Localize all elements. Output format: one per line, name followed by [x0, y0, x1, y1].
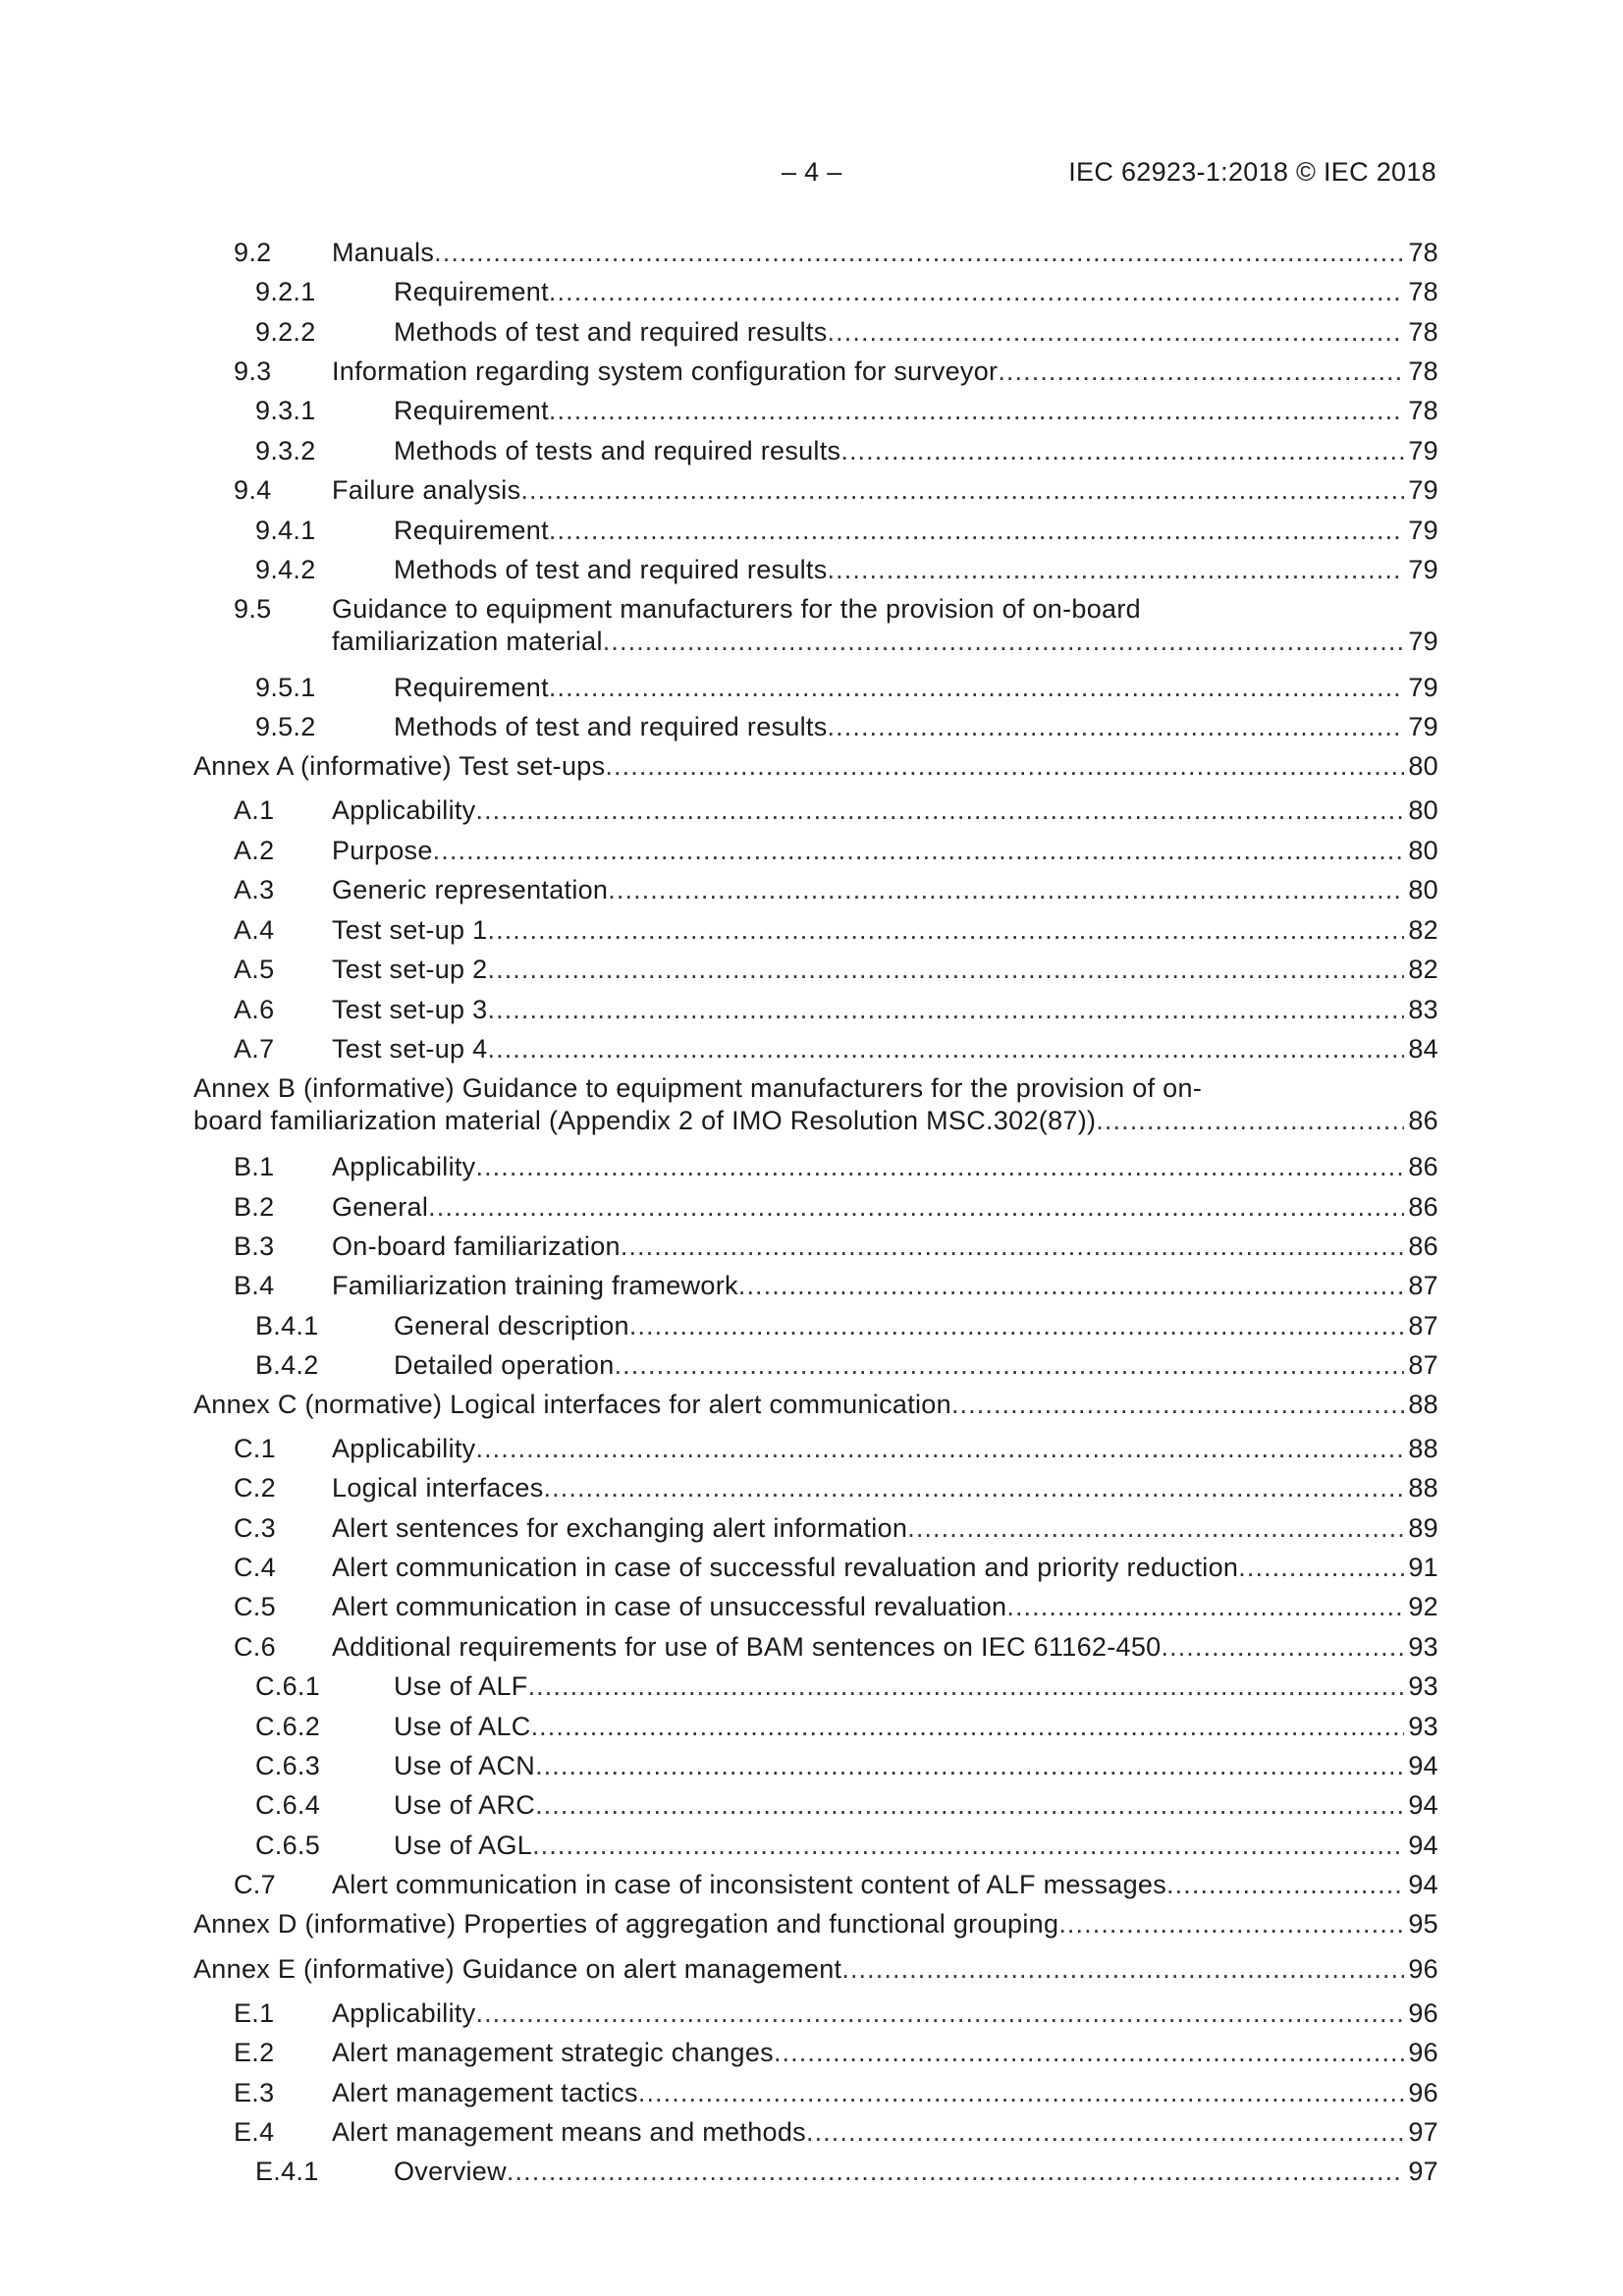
- toc-entry-title: Test set-up 1: [332, 915, 488, 945]
- toc-leader-dots: [951, 1389, 1404, 1421]
- toc-entry-title: Use of ALC: [394, 1712, 531, 1741]
- toc-entry-number: A.6: [234, 995, 275, 1024]
- toc-entry-title: Information regarding system configuration for surveyor: [332, 356, 999, 386]
- toc-entry-page: 94: [1408, 1751, 1438, 1780]
- toc-leader-dots: [475, 1997, 1404, 2030]
- toc-entry-page: 79: [1408, 555, 1438, 584]
- toc-leader-dots: [1238, 1552, 1404, 1584]
- toc-entry-number: E.1: [234, 1998, 275, 2028]
- toc-leader-dots: [428, 1191, 1404, 1224]
- document-reference: IEC 62923-1:2018 © IEC 2018: [1068, 157, 1436, 187]
- toc-entry[interactable]: [193, 593, 1438, 665]
- toc-entry-title: Requirement: [394, 673, 549, 702]
- toc-entry-number: 9.2.1: [255, 277, 316, 306]
- toc-entry-title: On-board familiarization: [332, 1231, 621, 1261]
- toc-entry-page: 78: [1408, 396, 1438, 425]
- toc-leader-dots: [487, 914, 1404, 947]
- toc-entry-number: E.4: [234, 2117, 275, 2147]
- toc-leader-dots: [828, 554, 1405, 586]
- toc-entry-title: Alert management tactics: [332, 2078, 638, 2107]
- toc-entry-title: Annex D (informative) Properties of aggregation and functional grouping: [193, 1909, 1059, 1939]
- toc-entry-page: 88: [1408, 1434, 1438, 1463]
- toc-entry-title: Detailed operation: [394, 1350, 615, 1380]
- toc-entry-title: Methods of tests and required results: [394, 436, 841, 465]
- toc-leader-dots: [603, 626, 1405, 658]
- toc-entry-number: B.3: [234, 1231, 275, 1261]
- toc-entry-page: 78: [1408, 238, 1438, 267]
- toc-entry-page: 88: [1408, 1390, 1438, 1419]
- toc-entry-title: Additional requirements for use of BAM sentences on IEC 61162-450: [332, 1632, 1162, 1662]
- toc-entry-number: 9.5.1: [255, 673, 316, 702]
- toc-entry-title: Requirement: [394, 277, 549, 306]
- toc-entry-title: Use of ACN: [394, 1751, 536, 1780]
- toc-leader-dots: [433, 835, 1405, 867]
- toc-entry-title: Methods of test and required results: [394, 712, 828, 741]
- toc-leader-dots: [549, 672, 1404, 704]
- toc-leader-dots: [615, 1349, 1405, 1382]
- toc-entry-title: General description: [394, 1311, 629, 1340]
- toc-entry-title: Methods of test and required results: [394, 555, 828, 584]
- toc-entry-page: 92: [1408, 1592, 1438, 1621]
- toc-leader-dots: [528, 1670, 1405, 1703]
- toc-leader-dots: [535, 1750, 1404, 1782]
- toc-leader-dots: [629, 1310, 1405, 1342]
- toc-entry-number: B.4: [234, 1271, 275, 1300]
- toc-leader-dots: [774, 2037, 1404, 2069]
- toc-entry-page: 86: [1408, 1152, 1438, 1181]
- toc-entry-page: 78: [1408, 277, 1438, 306]
- toc-leader-dots: [841, 1953, 1404, 1986]
- toc-leader-dots: [475, 1151, 1404, 1183]
- toc-entry-number: C.2: [234, 1473, 276, 1503]
- toc-entry-page: 82: [1408, 955, 1438, 984]
- toc-entry-number: C.6.4: [255, 1790, 321, 1820]
- toc-entry-title: Familiarization training framework: [332, 1271, 738, 1300]
- toc-entry-number: B.1: [234, 1152, 275, 1181]
- toc-entry-number: A.5: [234, 955, 275, 984]
- toc-leader-dots: [487, 1033, 1404, 1066]
- toc-entry-title: Purpose: [332, 836, 433, 865]
- toc-entry-title: Use of ARC: [394, 1790, 536, 1820]
- toc-leader-dots: [605, 750, 1404, 783]
- toc-leader-dots: [520, 474, 1404, 507]
- toc-entry-number: C.6.3: [255, 1751, 321, 1780]
- toc-entry-page: 79: [1408, 627, 1438, 656]
- toc-entry-title: familiarization material: [332, 627, 603, 656]
- toc-leader-dots: [487, 994, 1404, 1026]
- toc-entry-page: 83: [1408, 995, 1438, 1024]
- toc-leader-dots: [1096, 1105, 1404, 1137]
- toc-entry-page: 93: [1408, 1712, 1438, 1741]
- toc-leader-dots: [638, 2077, 1405, 2109]
- toc-leader-dots: [487, 954, 1404, 986]
- toc-entry-page: 78: [1408, 356, 1438, 386]
- toc-entry-number: B.4.2: [255, 1350, 319, 1380]
- toc-entry-number: C.6.5: [255, 1831, 321, 1860]
- toc-leader-dots: [907, 1512, 1404, 1545]
- toc-leader-dots: [549, 395, 1404, 427]
- toc-leader-dots: [434, 237, 1404, 269]
- toc-leader-dots: [549, 276, 1404, 308]
- toc-entry-title: Alert communication in case of unsuccessful revaluation: [332, 1592, 1007, 1621]
- toc-entry-page: 87: [1408, 1271, 1438, 1300]
- toc-entry-title: board familiarization material (Appendix 2 of IMO Resolution MSC.302(87)): [193, 1106, 1097, 1135]
- toc-leader-dots: [621, 1230, 1405, 1263]
- toc-entry-number: C.1: [234, 1434, 276, 1463]
- toc-entry-number: C.6: [234, 1632, 276, 1662]
- toc-entry-title: Applicability: [332, 1152, 476, 1181]
- toc-entry-title: Use of ALF: [394, 1671, 528, 1701]
- toc-leader-dots: [828, 711, 1405, 743]
- toc-entry-number: A.7: [234, 1034, 275, 1064]
- toc-leader-dots: [608, 874, 1404, 906]
- toc-leader-dots: [475, 794, 1404, 827]
- toc-entry-page: 91: [1408, 1553, 1438, 1582]
- toc-entry-title: Failure analysis: [332, 475, 521, 505]
- toc-entry-title: Annex A (informative) Test set-ups: [193, 751, 606, 781]
- toc-leader-dots: [1058, 1908, 1404, 1941]
- toc-entry-page: 96: [1408, 2078, 1438, 2107]
- toc-entry-number: A.2: [234, 836, 275, 865]
- toc-entry-page: 88: [1408, 1473, 1438, 1503]
- toc-entry-number: C.6.1: [255, 1671, 321, 1701]
- toc-leader-dots: [1161, 1631, 1404, 1664]
- toc-entry-page: 80: [1408, 875, 1438, 904]
- toc-entry-title: Test set-up 3: [332, 995, 488, 1024]
- toc-entry-title: Applicability: [332, 1434, 476, 1463]
- toc-entry-number: B.4.1: [255, 1311, 319, 1340]
- toc-entry[interactable]: [193, 1072, 1438, 1144]
- toc-entry-page: 97: [1408, 2117, 1438, 2147]
- toc-entry-title: Requirement: [394, 396, 549, 425]
- toc-entry-title: Methods of test and required results: [394, 317, 828, 347]
- toc-entry-page: 87: [1408, 1311, 1438, 1340]
- toc-leader-dots: [1006, 1591, 1404, 1623]
- toc-leader-dots: [549, 515, 1404, 547]
- toc-entry-page: 79: [1408, 712, 1438, 741]
- toc-entry-number: 9.3.2: [255, 436, 316, 465]
- toc-entry-number: 9.3.1: [255, 396, 316, 425]
- toc-entry-number: E.4.1: [255, 2157, 319, 2186]
- toc-entry-number: A.3: [234, 875, 275, 904]
- toc-entry-title: Use of AGL: [394, 1831, 533, 1860]
- toc-entry-number: 9.2.2: [255, 317, 316, 347]
- toc-entry-title: Annex C (normative) Logical interfaces for alert communication: [193, 1390, 951, 1419]
- toc-entry-page: 94: [1408, 1870, 1438, 1899]
- toc-entry-number: 9.5.2: [255, 712, 316, 741]
- toc-entry-number: C.4: [234, 1553, 276, 1582]
- toc-entry-page: 86: [1408, 1192, 1438, 1222]
- toc-leader-dots: [531, 1711, 1405, 1743]
- toc-entry-page: 82: [1408, 915, 1438, 945]
- toc-entry-number: 9.4.1: [255, 516, 316, 545]
- toc-entry-title: Overview: [394, 2157, 507, 2186]
- toc-entry-number: A.1: [234, 795, 275, 825]
- toc-entry-title: Logical interfaces: [332, 1473, 544, 1503]
- toc-leader-dots: [998, 355, 1404, 388]
- toc-entry-title: Applicability: [332, 1998, 476, 2028]
- toc-entry-page: 79: [1408, 475, 1438, 505]
- toc-entry-page: 94: [1408, 1831, 1438, 1860]
- toc-entry-title: Annex E (informative) Guidance on alert management: [193, 1954, 842, 1984]
- toc-entry-title-line: Annex B (informative) Guidance to equipment manufacturers for the provision of on-: [193, 1073, 1203, 1103]
- toc-entry-page: 95: [1408, 1909, 1438, 1939]
- toc-entry-page: 94: [1408, 1790, 1438, 1820]
- toc-entry-number: 9.4: [234, 475, 272, 505]
- page-number: – 4 –: [782, 157, 842, 187]
- toc-entry-page: 78: [1408, 317, 1438, 347]
- toc-entry-page: 80: [1408, 751, 1438, 781]
- toc-entry-title-line: Guidance to equipment manufacturers for the provision of on-board: [332, 594, 1141, 624]
- toc-leader-dots: [532, 1830, 1404, 1862]
- toc-leader-dots: [507, 2156, 1404, 2188]
- toc-entry-page: 97: [1408, 2157, 1438, 2186]
- toc-entry-title: Alert sentences for exchanging alert information: [332, 1513, 908, 1543]
- toc-entry-page: 86: [1408, 1106, 1438, 1135]
- toc-entry-page: 79: [1408, 516, 1438, 545]
- toc-entry-title: General: [332, 1192, 429, 1222]
- toc-entry-title: Alert management means and methods: [332, 2117, 806, 2147]
- toc-entry-title: Applicability: [332, 795, 476, 825]
- toc-entry-page: 93: [1408, 1671, 1438, 1701]
- toc-entry-page: 96: [1408, 1954, 1438, 1984]
- toc-entry-page: 80: [1408, 795, 1438, 825]
- toc-entry-number: B.2: [234, 1192, 275, 1222]
- toc-entry-number: A.4: [234, 915, 275, 945]
- toc-entry-title: Test set-up 4: [332, 1034, 488, 1064]
- toc-entry-number: 9.4.2: [255, 555, 316, 584]
- toc-entry-page: 87: [1408, 1350, 1438, 1380]
- toc-entry-title: Requirement: [394, 516, 549, 545]
- toc-entry-number: E.2: [234, 2038, 275, 2067]
- toc-entry-page: 79: [1408, 673, 1438, 702]
- toc-entry-number: C.6.2: [255, 1712, 321, 1741]
- toc-entry-number: C.5: [234, 1592, 276, 1621]
- toc-entry-number: 9.2: [234, 238, 272, 267]
- toc-leader-dots: [840, 435, 1404, 467]
- toc-entry-page: 79: [1408, 436, 1438, 465]
- toc-leader-dots: [806, 2116, 1404, 2149]
- toc-leader-dots: [1166, 1869, 1404, 1901]
- toc-entry-title: Alert communication in case of inconsistent content of ALF messages: [332, 1870, 1167, 1899]
- toc-entry-title: Manuals: [332, 238, 435, 267]
- toc-entry-page: 93: [1408, 1632, 1438, 1662]
- toc-entry-number: C.3: [234, 1513, 276, 1543]
- toc-entry-title: Test set-up 2: [332, 955, 488, 984]
- toc-leader-dots: [738, 1270, 1405, 1302]
- toc-entry-page: 86: [1408, 1231, 1438, 1261]
- toc-entry-page: 96: [1408, 2038, 1438, 2067]
- toc-entry-title: Generic representation: [332, 875, 609, 904]
- toc-leader-dots: [475, 1433, 1404, 1465]
- toc-leader-dots: [828, 316, 1405, 349]
- toc-leader-dots: [544, 1472, 1405, 1504]
- toc-entry-title: Alert management strategic changes: [332, 2038, 774, 2067]
- toc-entry-number: C.7: [234, 1870, 276, 1899]
- toc-entry-page: 89: [1408, 1513, 1438, 1543]
- toc-entry-number: 9.3: [234, 356, 272, 386]
- toc-entry-number: E.3: [234, 2078, 275, 2107]
- toc-entry-number: 9.5: [234, 594, 272, 624]
- toc-entry-page: 84: [1408, 1034, 1438, 1064]
- toc-leader-dots: [535, 1789, 1404, 1822]
- toc-entry-page: 96: [1408, 1998, 1438, 2028]
- toc-entry-page: 80: [1408, 836, 1438, 865]
- toc-entry-title: Alert communication in case of successful revaluation and priority reduction: [332, 1553, 1239, 1582]
